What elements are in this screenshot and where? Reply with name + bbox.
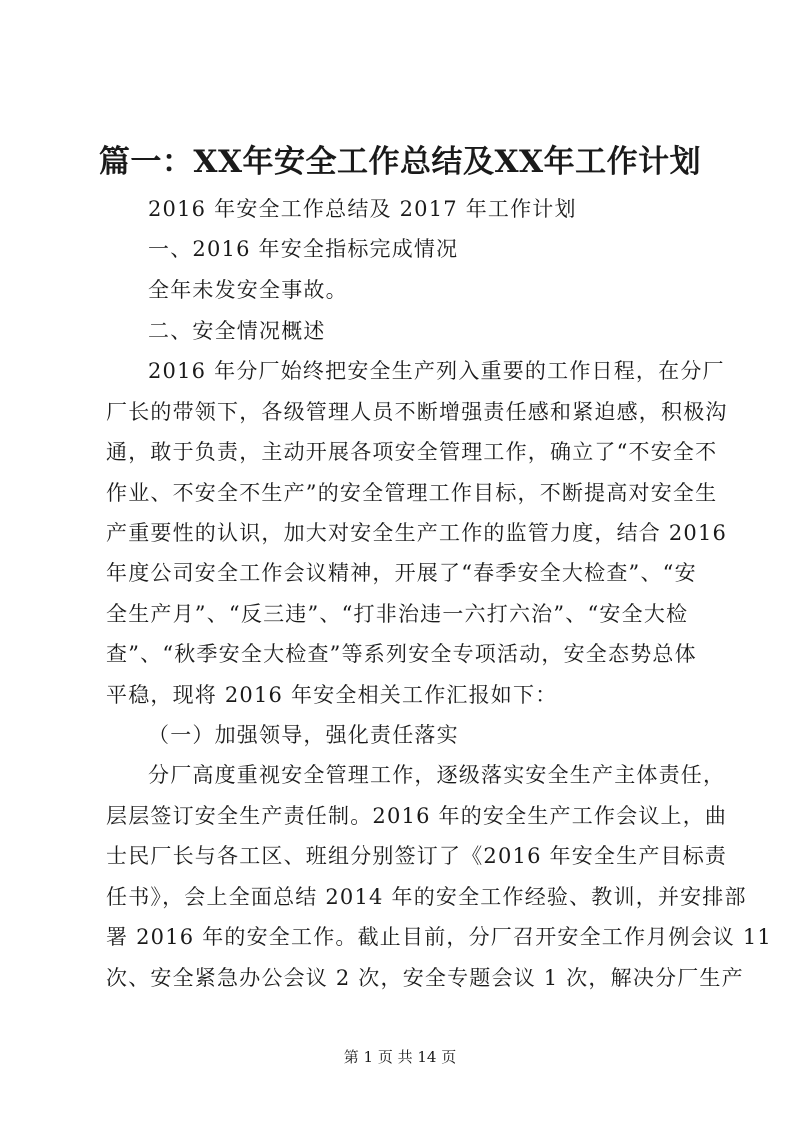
paragraph-line: 任书》，会上全面总结 2014 年的安全工作经验、教训，并安排部 — [106, 885, 747, 909]
paragraph-line: 署 2016 年的安全工作。截止目前，分厂召开安全工作月例会议 11 — [106, 925, 772, 949]
paragraph-line: 全生产月”、“反三违”、“打非治违一六打六治”、“安全大检 — [106, 602, 689, 626]
document-title: 篇一：XX年安全工作总结及XX年工作计划 — [98, 144, 702, 180]
paragraph-line: 士民厂长与各工区、班组分别签订了《2016 年安全生产目标责 — [106, 844, 728, 868]
paragraph-line: 层层签订安全生产责任制。2016 年的安全生产工作会议上，曲 — [106, 804, 728, 828]
paragraph-line: 通，敢于负责，主动开展各项安全管理工作，确立了“不安全不 — [106, 440, 718, 464]
page-footer: 第 1 页 共 14 页 — [343, 1048, 457, 1066]
paragraph-line: 分厂高度重视安全管理工作，逐级落实安全生产主体责任， — [148, 763, 726, 787]
paragraph-line: 次、安全紧急办公会议 2 次，安全专题会议 1 次，解决分厂生产 — [106, 966, 744, 990]
paragraph-line: 厂长的带领下，各级管理人员不断增强责任感和紧迫感，积极沟 — [106, 400, 728, 424]
heading-overview: 二、安全情况概述 — [148, 319, 326, 343]
paragraph-line: 平稳，现将 2016 年安全相关工作汇报如下： — [106, 683, 558, 707]
paragraph-line: 全年未发安全事故。 — [148, 278, 348, 302]
heading-leadership: （一）加强领导，强化责任落实 — [148, 723, 459, 747]
paragraph-line: 产重要性的认识，加大对安全生产工作的监管力度，结合 2016 — [106, 521, 728, 545]
paragraph-line: 年度公司安全工作会议精神，开展了“春季安全大检查”、“安 — [106, 561, 697, 585]
heading-indicators: 一、2016 年安全指标完成情况 — [148, 237, 459, 261]
paragraph-line: 2016 年分厂始终把安全生产列入重要的工作日程，在分厂 — [148, 359, 725, 383]
subtitle-line: 2016 年安全工作总结及 2017 年工作计划 — [148, 197, 577, 221]
paragraph-line: 查”、“秋季安全大检查”等系列安全专项活动，安全态势总体 — [106, 642, 697, 666]
paragraph-line: 作业、不安全不生产”的安全管理工作目标，不断提高对安全生 — [106, 481, 718, 505]
